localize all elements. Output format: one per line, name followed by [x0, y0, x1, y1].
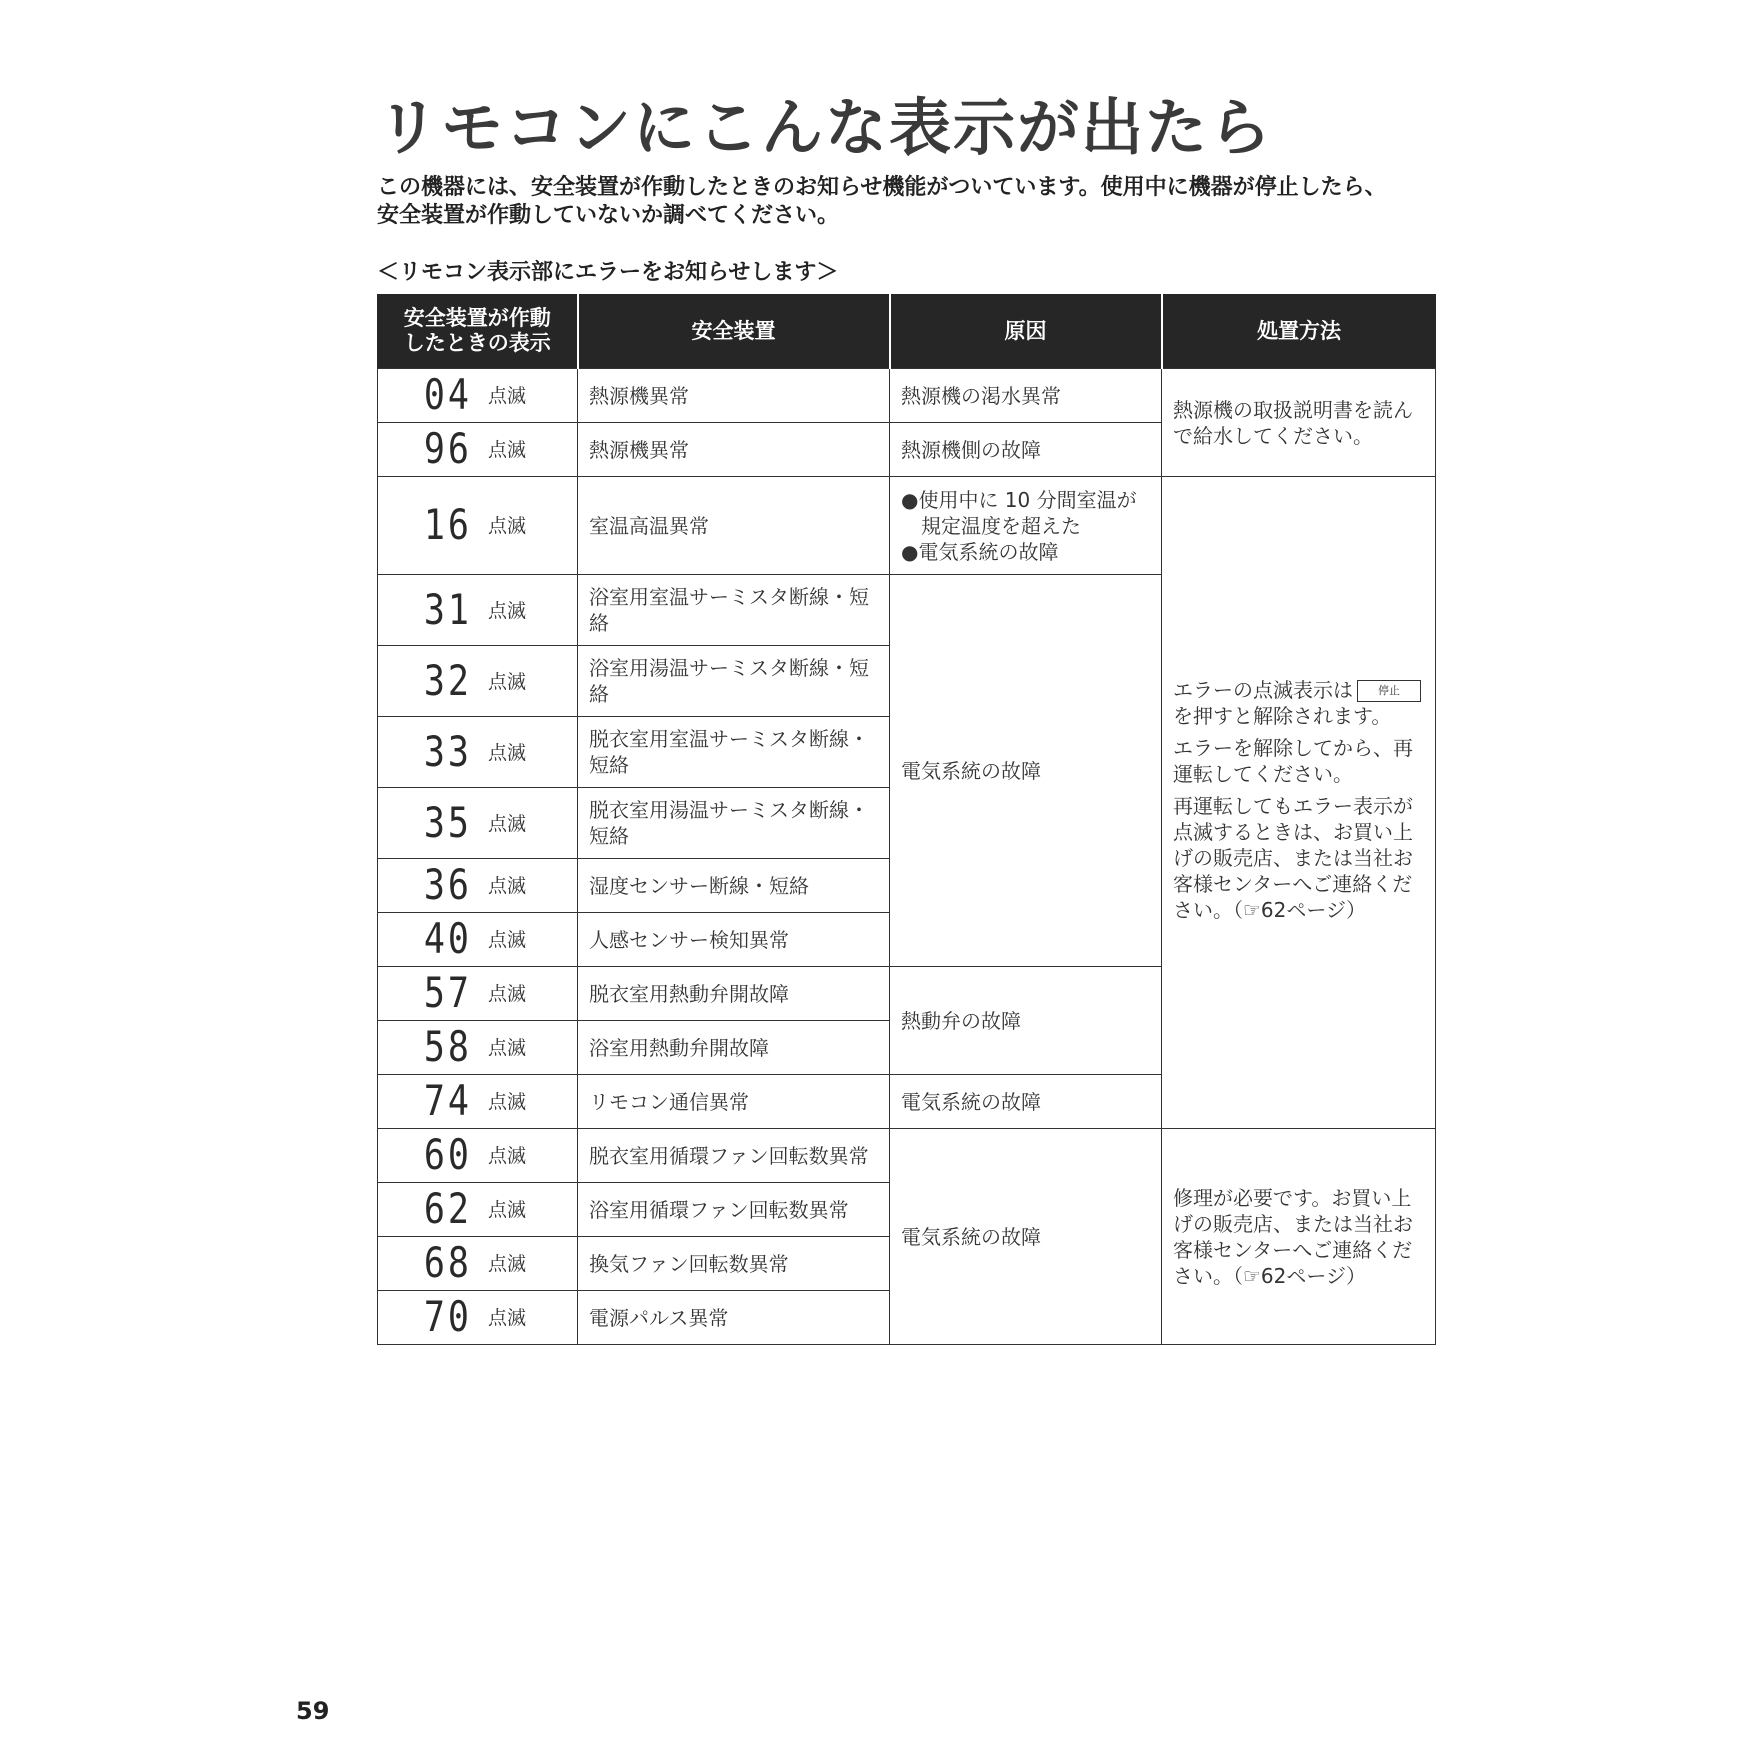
blink-label: 点滅 — [488, 1199, 527, 1222]
table-row — [378, 477, 1436, 575]
header-remedy: 処置方法 — [1162, 294, 1436, 369]
display-cell — [378, 859, 578, 913]
error-code: 16 — [423, 502, 472, 551]
intro-text — [377, 174, 1457, 230]
device-cell: 浴室用湯温サーミスタ断線・短絡 — [578, 646, 890, 717]
display-cell — [378, 717, 578, 788]
page-number: 59 — [296, 1697, 330, 1725]
display-cell — [378, 1021, 578, 1075]
display-cell — [378, 1129, 578, 1183]
cause-cell: 熱源機側の故障 — [890, 423, 1162, 477]
blink-label: 点滅 — [488, 1145, 527, 1168]
blink-label: 点滅 — [488, 1307, 527, 1330]
blink-label: 点滅 — [488, 599, 527, 622]
display-cell — [378, 967, 578, 1021]
header-display-line-1: 安全装置が作動 — [403, 306, 551, 330]
cause-cell: 電気系統の故障 — [890, 575, 1162, 967]
error-code: 31 — [423, 586, 472, 635]
header-display-line-2: したときの表示 — [403, 331, 551, 355]
error-code: 70 — [423, 1294, 472, 1343]
device-cell: 脱衣室用湯温サーミスタ断線・短絡 — [578, 788, 890, 859]
device-cell: 脱衣室用熱動弁開故障 — [578, 967, 890, 1021]
error-code: 04 — [423, 372, 472, 421]
device-cell: 浴室用熱動弁開故障 — [578, 1021, 890, 1075]
remedy-paragraph: 再運転してもエラー表示が点滅するときは、お買い上げの販売店、または当社お客様センターへご連絡ください。（☞62ページ） — [1173, 793, 1413, 922]
display-cell — [378, 1183, 578, 1237]
blink-label: 点滅 — [488, 515, 527, 538]
device-cell: 湿度センサー断線・短絡 — [578, 859, 890, 913]
remedy-text: エラーの点滅表示は — [1173, 677, 1353, 702]
header-cause: 原因 — [890, 294, 1162, 369]
blink-label: 点滅 — [488, 983, 527, 1006]
error-code: 40 — [423, 916, 472, 965]
error-code: 35 — [423, 799, 472, 848]
display-cell — [378, 369, 578, 423]
cause-cell: 熱源機の渇水異常 — [890, 369, 1162, 423]
display-cell — [378, 1075, 578, 1129]
blink-label: 点滅 — [488, 929, 527, 952]
error-code: 58 — [423, 1024, 472, 1073]
remedy-paragraph: エラーを解除してから、再運転してください。 — [1173, 735, 1413, 786]
cause-cell: 電気系統の故障 — [890, 1075, 1162, 1129]
error-code: 96 — [423, 426, 472, 475]
device-cell: 室温高温異常 — [578, 477, 890, 575]
error-code: 57 — [423, 970, 472, 1019]
header-device: 安全装置 — [578, 294, 890, 369]
error-code: 33 — [423, 728, 472, 777]
device-cell: 電源パルス異常 — [578, 1291, 890, 1345]
table-row — [378, 369, 1436, 423]
blink-label: 点滅 — [488, 1253, 527, 1276]
table-row — [378, 1129, 1436, 1183]
blink-label: 点滅 — [488, 385, 527, 408]
cause-cell — [890, 477, 1162, 575]
page-title: リモコンにこんな表示が出たら — [377, 91, 1274, 164]
error-code-table — [377, 294, 1436, 1345]
remedy-paragraph — [1173, 677, 1424, 729]
section-subheading: ＜リモコン表示部にエラーをお知らせします＞ — [377, 260, 839, 285]
intro-line-2: 安全装置が作動していないか調べてください。 — [377, 203, 840, 228]
error-code: 60 — [423, 1132, 472, 1181]
device-cell: 人感センサー検知異常 — [578, 913, 890, 967]
display-cell — [378, 477, 578, 575]
cause-cell: 電気系統の故障 — [890, 1129, 1162, 1345]
device-cell: 換気ファン回転数異常 — [578, 1237, 890, 1291]
device-cell: 浴室用循環ファン回転数異常 — [578, 1183, 890, 1237]
table-header-row — [378, 294, 1436, 369]
display-cell — [378, 646, 578, 717]
display-cell — [378, 1237, 578, 1291]
device-cell: リモコン通信異常 — [578, 1075, 890, 1129]
error-code: 36 — [423, 862, 472, 911]
display-cell — [378, 423, 578, 477]
remedy-cell: 修理が必要です。お買い上げの販売店、または当社お客様センターへご連絡ください。（☞62ページ） — [1162, 1129, 1436, 1345]
error-code: 32 — [423, 657, 472, 706]
blink-label: 点滅 — [488, 812, 527, 835]
error-code: 68 — [423, 1240, 472, 1289]
error-code: 74 — [423, 1078, 472, 1127]
remedy-cell — [1162, 477, 1436, 1129]
intro-line-1: この機器には、安全装置が作動したときのお知らせ機能がついています。使用中に機器が停止したら、 — [377, 175, 1387, 200]
blink-label: 点滅 — [488, 670, 527, 693]
blink-label: 点滅 — [488, 439, 527, 462]
cause-cell: 熱動弁の故障 — [890, 967, 1162, 1075]
blink-label: 点滅 — [488, 1091, 527, 1114]
device-cell: 脱衣室用循環ファン回転数異常 — [578, 1129, 890, 1183]
display-cell — [378, 788, 578, 859]
blink-label: 点滅 — [488, 1037, 527, 1060]
error-code: 62 — [423, 1186, 472, 1235]
device-cell: 脱衣室用室温サーミスタ断線・短絡 — [578, 717, 890, 788]
display-cell — [378, 1291, 578, 1345]
device-cell: 浴室用室温サーミスタ断線・短絡 — [578, 575, 890, 646]
remedy-cell: 熱源機の取扱説明書を読んで給水してください。 — [1162, 369, 1436, 477]
stop-button-icon: 停止 — [1357, 680, 1421, 702]
device-cell: 熱源機異常 — [578, 369, 890, 423]
blink-label: 点滅 — [488, 741, 527, 764]
display-cell — [378, 575, 578, 646]
device-cell: 熱源機異常 — [578, 423, 890, 477]
cause-bullet: ●電気系統の故障 — [901, 539, 1059, 564]
display-cell — [378, 913, 578, 967]
header-display — [378, 294, 578, 369]
blink-label: 点滅 — [488, 875, 527, 898]
cause-bullet: ●使用中に 10 分間室温が規定温度を超えた — [901, 487, 1137, 538]
remedy-text: を押すと解除されます。 — [1173, 703, 1392, 728]
